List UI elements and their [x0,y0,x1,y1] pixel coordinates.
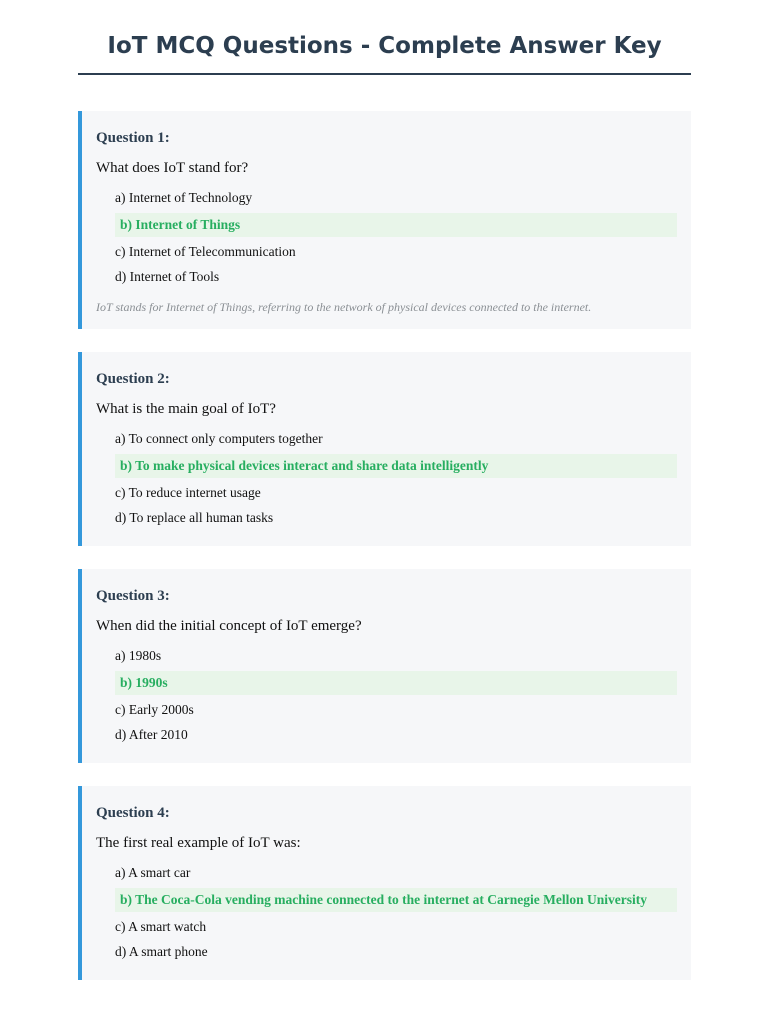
correct-answer-option: b) The Coca-Cola vending machine connected to the internet at Carnegie Mellon University [115,888,677,912]
question-number: Question 2: [96,371,170,387]
page-title: IoT MCQ Questions - Complete Answer Key [78,0,691,75]
options-list [96,862,677,963]
options-list [96,428,677,529]
answer-explanation: IoT stands for Internet of Things, referring to the network of physical devices connected to the internet. [96,300,592,314]
answer-option: c) A smart watch [115,919,207,934]
question-number: Question 3: [96,588,170,604]
question-list [78,111,691,1003]
correct-answer-option: b) 1990s [115,671,677,695]
question-text: When did the initial concept of IoT emerge? [96,618,362,634]
question-card [78,111,691,329]
answer-option: c) To reduce internet usage [115,485,261,500]
question-text: The first real example of IoT was: [96,835,301,851]
answer-option: d) A smart phone [115,944,208,959]
answer-option: a) Internet of Technology [115,190,253,205]
answer-option: d) To replace all human tasks [115,510,274,525]
answer-option: d) Internet of Tools [115,269,220,284]
question-text: What does IoT stand for? [96,160,249,176]
question-card [78,352,691,546]
options-list [96,187,677,288]
answer-option: c) Internet of Telecommunication [115,244,296,259]
question-card [78,569,691,763]
correct-answer-option: b) Internet of Things [115,213,677,237]
question-card [78,786,691,980]
answer-option: a) A smart car [115,865,191,880]
options-list [96,645,677,746]
question-text: What is the main goal of IoT? [96,401,276,417]
question-number: Question 4: [96,805,170,821]
answer-option: d) After 2010 [115,727,188,742]
answer-key-page [78,0,691,959]
answer-option: a) To connect only computers together [115,431,323,446]
answer-option: a) 1980s [115,648,162,663]
correct-answer-option: b) To make physical devices interact and share data intelligently [115,454,677,478]
answer-option: c) Early 2000s [115,702,194,717]
question-number: Question 1: [96,130,170,146]
